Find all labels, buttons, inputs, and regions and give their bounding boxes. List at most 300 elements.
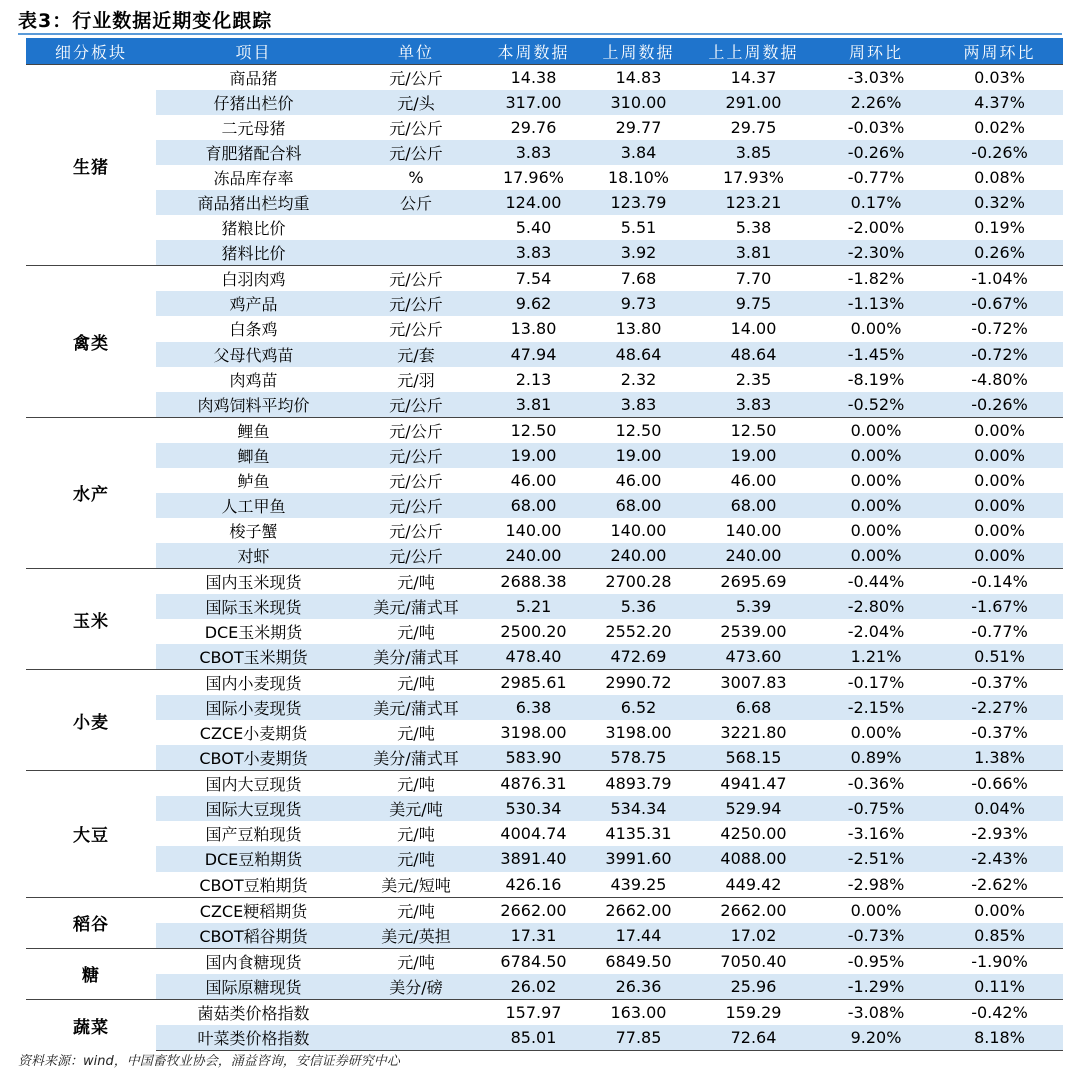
unit-cell: 元/吨: [351, 897, 481, 923]
item-cell: 国内食糖现货: [156, 948, 351, 974]
this-week-cell: 3.81: [481, 392, 586, 418]
two-weeks-ago-cell: 140.00: [725, 520, 782, 540]
two-week-change-cell: -1.04%: [936, 266, 1063, 292]
wow-cell: -3.08%: [816, 999, 936, 1025]
this-week-cell: 26.02: [481, 974, 586, 1000]
segment-cell: 玉米: [26, 568, 156, 669]
table-row: [26, 443, 1063, 468]
table-row: [26, 392, 1063, 418]
item-cell: 国内小麦现货: [156, 670, 351, 696]
item-cell: 人工甲鱼: [156, 493, 351, 518]
wow-cell: -3.03%: [816, 65, 936, 91]
last-week-cell: 3.84: [586, 140, 691, 165]
this-week-cell: 3.83: [481, 240, 586, 266]
this-week-cell: 19.00: [481, 443, 586, 468]
two-weeks-ago-cell: 473.60: [691, 644, 816, 670]
unit-cell: [351, 215, 481, 240]
two-weeks-ago-cell: 25.96: [691, 974, 816, 1000]
wow-cell: -2.00%: [847, 218, 905, 238]
this-week-cell: 4876.31: [481, 771, 586, 797]
wow-cell: 0.17%: [816, 190, 936, 215]
unit-cell: 元/公斤: [389, 471, 443, 491]
last-week-cell: 18.10%: [607, 168, 669, 188]
two-week-change-cell: -0.66%: [936, 771, 1063, 797]
last-week-cell: 3.92: [586, 240, 691, 266]
two-week-change-cell: -0.26%: [936, 392, 1063, 418]
item-cell: CBOT豆粕期货: [199, 875, 308, 895]
this-week-cell: 2688.38: [481, 568, 586, 594]
wow-cell: 0.89%: [816, 745, 936, 771]
this-week-cell: 2662.00: [481, 897, 586, 923]
last-week-cell: 7.68: [586, 266, 691, 292]
item-cell: DCE豆粕期货: [156, 846, 351, 871]
last-week-cell: 19.00: [586, 443, 691, 468]
last-week-cell: 17.44: [586, 923, 691, 949]
this-week-cell: 6.38: [481, 695, 586, 720]
unit-cell: 元/吨: [351, 771, 481, 797]
item-cell: 白羽肉鸡: [156, 266, 351, 292]
two-week-change-cell: 0.00%: [974, 520, 1025, 540]
two-week-change-cell: -4.80%: [971, 369, 1028, 389]
last-week-cell: 439.25: [610, 874, 667, 894]
two-weeks-ago-cell: 2539.00: [720, 622, 787, 642]
wow-cell: -8.19%: [847, 369, 905, 389]
segment-cell: 水产: [26, 417, 156, 568]
last-week-cell: 46.00: [615, 470, 662, 490]
last-week-cell: 77.85: [586, 1025, 691, 1051]
item-cell: 商品猪出栏均重: [156, 190, 351, 215]
two-week-change-cell: -0.77%: [971, 622, 1028, 642]
header-item: 项目: [156, 38, 351, 65]
wow-cell: 1.21%: [816, 644, 936, 670]
two-week-change-cell: 8.18%: [936, 1025, 1063, 1051]
this-week-cell: 29.76: [510, 118, 557, 138]
two-weeks-ago-cell: 3.81: [691, 240, 816, 266]
item-cell: 鲈鱼: [237, 471, 270, 491]
last-week-cell: 26.36: [586, 974, 691, 1000]
two-week-change-cell: -0.72%: [971, 319, 1028, 339]
two-weeks-ago-cell: 14.37: [691, 65, 816, 91]
item-cell: 肉鸡饲料平均价: [156, 392, 351, 418]
wow-cell: -2.80%: [816, 594, 936, 619]
last-week-cell: 2.32: [620, 369, 657, 389]
table-row: [26, 1025, 1063, 1051]
unit-cell: 美元/英担: [351, 923, 481, 949]
last-week-cell: 9.73: [586, 291, 691, 316]
wow-cell: -0.26%: [816, 140, 936, 165]
table-row: [26, 644, 1063, 670]
two-weeks-ago-cell: 291.00: [691, 90, 816, 115]
two-week-change-cell: 0.11%: [936, 974, 1063, 1000]
two-week-change-cell: 0.00%: [936, 543, 1063, 569]
unit-cell: 元/公斤: [351, 493, 481, 518]
table-row: [26, 568, 1063, 594]
two-weeks-ago-cell: 7050.40: [691, 948, 816, 974]
wow-cell: -0.77%: [847, 168, 905, 188]
wow-cell: -1.82%: [816, 266, 936, 292]
two-weeks-ago-cell: 3221.80: [720, 723, 787, 743]
unit-cell: 元/吨: [397, 825, 435, 845]
this-week-cell: 2.13: [515, 369, 552, 389]
two-weeks-ago-cell: 3.83: [691, 392, 816, 418]
item-cell: DCE玉米期货: [204, 623, 303, 643]
table-row: [26, 291, 1063, 316]
two-weeks-ago-cell: 123.21: [691, 190, 816, 215]
two-week-change-cell: 0.00%: [936, 897, 1063, 923]
table-row: [26, 695, 1063, 720]
unit-cell: 元/公斤: [351, 65, 481, 91]
two-week-change-cell: -0.14%: [936, 568, 1063, 594]
two-week-change-cell: -0.42%: [936, 999, 1063, 1025]
header-two-weeks-ago: 上上周数据: [691, 38, 816, 65]
item-cell: 父母代鸡苗: [156, 342, 351, 367]
table-row: [26, 821, 1063, 846]
unit-cell: 美分/蒲式耳: [351, 745, 481, 771]
table-row: [26, 594, 1063, 619]
unit-cell: 元/公斤: [389, 119, 443, 139]
this-week-cell: 47.94: [481, 342, 586, 367]
wow-cell: -1.13%: [816, 291, 936, 316]
unit-cell: %: [408, 168, 424, 188]
this-week-cell: 46.00: [510, 470, 557, 490]
two-weeks-ago-cell: 68.00: [691, 493, 816, 518]
last-week-cell: 6849.50: [586, 948, 691, 974]
item-cell: 国际大豆现货: [156, 796, 351, 821]
two-week-change-cell: 0.04%: [936, 796, 1063, 821]
two-week-change-cell: -2.27%: [936, 695, 1063, 720]
table-row: [26, 115, 1063, 140]
wow-cell: 0.00%: [816, 493, 936, 518]
two-weeks-ago-cell: 568.15: [691, 745, 816, 771]
two-weeks-ago-cell: 159.29: [691, 999, 816, 1025]
unit-cell: 元/吨: [351, 568, 481, 594]
unit-cell: 美分/蒲式耳: [351, 644, 481, 670]
two-weeks-ago-cell: 4088.00: [691, 846, 816, 871]
two-weeks-ago-cell: 19.00: [691, 443, 816, 468]
last-week-cell: 4135.31: [605, 824, 672, 844]
wow-cell: 0.00%: [816, 417, 936, 443]
item-cell: 鲫鱼: [156, 443, 351, 468]
last-week-cell: 14.83: [586, 65, 691, 91]
segment-cell: 蔬菜: [26, 999, 156, 1050]
last-week-cell: 140.00: [610, 520, 667, 540]
two-week-change-cell: -2.43%: [936, 846, 1063, 871]
table-row: [26, 90, 1063, 115]
wow-cell: -2.30%: [816, 240, 936, 266]
two-week-change-cell: -2.93%: [971, 824, 1028, 844]
unit-cell: 元/公斤: [351, 140, 481, 165]
this-week-cell: 3891.40: [481, 846, 586, 871]
table-row: [26, 316, 1063, 341]
two-weeks-ago-cell: 5.39: [691, 594, 816, 619]
segment-cell: 生猪: [26, 65, 156, 266]
two-weeks-ago-cell: 17.93%: [722, 168, 784, 188]
two-weeks-ago-cell: 240.00: [691, 543, 816, 569]
two-week-change-cell: -0.72%: [936, 342, 1063, 367]
item-cell: 梭子蟹: [229, 521, 278, 541]
two-week-change-cell: -1.90%: [936, 948, 1063, 974]
table-row: [26, 342, 1063, 367]
header-unit: 单位: [351, 38, 481, 65]
last-week-cell: 2700.28: [586, 568, 691, 594]
header-segment: 细分板块: [26, 38, 156, 65]
unit-cell: 元/吨: [351, 846, 481, 871]
wow-cell: -1.29%: [816, 974, 936, 1000]
table-row: [26, 215, 1063, 240]
this-week-cell: 317.00: [481, 90, 586, 115]
unit-cell: 元/公斤: [351, 392, 481, 418]
this-week-cell: 17.96%: [502, 168, 564, 188]
source-note: 资料来源：wind，中国畜牧业协会，涌益咨询，安信证券研究中心: [18, 1054, 400, 1069]
unit-cell: 元/公斤: [351, 266, 481, 292]
table-row: [26, 745, 1063, 771]
two-week-change-cell: 0.85%: [936, 923, 1063, 949]
wow-cell: 0.00%: [816, 443, 936, 468]
table-row: [26, 266, 1063, 292]
wow-cell: 0.00%: [816, 897, 936, 923]
wow-cell: 9.20%: [816, 1025, 936, 1051]
wow-cell: 2.26%: [816, 90, 936, 115]
item-cell: 鲤鱼: [156, 417, 351, 443]
title-rule: [18, 33, 1062, 35]
segment-cell: 稻谷: [26, 897, 156, 948]
two-week-change-cell: 0.26%: [936, 240, 1063, 266]
header-row: [26, 38, 1063, 65]
wow-cell: 0.00%: [850, 520, 902, 540]
unit-cell: 元/吨: [397, 724, 435, 744]
two-weeks-ago-cell: 46.00: [730, 470, 777, 490]
item-cell: 育肥猪配合料: [156, 140, 351, 165]
last-week-cell: 310.00: [586, 90, 691, 115]
item-cell: 猪料比价: [156, 240, 351, 266]
last-week-cell: 13.80: [615, 319, 662, 339]
unit-cell: [351, 1025, 481, 1051]
two-weeks-ago-cell: 12.50: [691, 417, 816, 443]
table-row: [26, 846, 1063, 871]
this-week-cell: 9.62: [481, 291, 586, 316]
last-week-cell: 240.00: [586, 543, 691, 569]
this-week-cell: 85.01: [481, 1025, 586, 1051]
segment-cell: 禽类: [26, 266, 156, 417]
segment-cell: 糖: [26, 948, 156, 999]
two-weeks-ago-cell: 7.70: [691, 266, 816, 292]
two-week-change-cell: -0.37%: [971, 723, 1028, 743]
unit-cell: [351, 999, 481, 1025]
item-cell: 商品猪: [156, 65, 351, 91]
table-row: [26, 165, 1063, 190]
wow-cell: -2.04%: [847, 622, 905, 642]
two-week-change-cell: 0.08%: [974, 168, 1025, 188]
wow-cell: -0.17%: [816, 670, 936, 696]
this-week-cell: 2500.20: [500, 622, 567, 642]
item-cell: CZCE粳稻期货: [156, 897, 351, 923]
table-row: [26, 65, 1063, 91]
this-week-cell: 478.40: [481, 644, 586, 670]
unit-cell: 元/公斤: [351, 417, 481, 443]
item-cell: 二元母猪: [221, 119, 286, 139]
item-cell: 冻品库存率: [213, 169, 294, 189]
header-two-week-change: 两周环比: [936, 38, 1063, 65]
item-cell: CBOT玉米期货: [156, 644, 351, 670]
two-weeks-ago-cell: 449.42: [725, 874, 782, 894]
item-cell: 猪粮比价: [221, 219, 286, 239]
two-weeks-ago-cell: 4250.00: [720, 824, 787, 844]
last-week-cell: 4893.79: [586, 771, 691, 797]
header-last-week: 上周数据: [586, 38, 691, 65]
this-week-cell: 7.54: [481, 266, 586, 292]
table-row: [26, 771, 1063, 797]
this-week-cell: 3.83: [481, 140, 586, 165]
item-cell: CBOT稻谷期货: [156, 923, 351, 949]
wow-cell: 0.00%: [850, 723, 902, 743]
unit-cell: 元/羽: [397, 370, 435, 390]
table-row: [26, 974, 1063, 1000]
last-week-cell: 29.77: [615, 118, 662, 138]
two-weeks-ago-cell: 529.94: [691, 796, 816, 821]
this-week-cell: 13.80: [510, 319, 557, 339]
last-week-cell: 2990.72: [586, 670, 691, 696]
two-weeks-ago-cell: 17.02: [691, 923, 816, 949]
table-row: [26, 670, 1063, 696]
last-week-cell: 578.75: [586, 745, 691, 771]
segment-cell: 大豆: [26, 771, 156, 897]
segment-cell: 小麦: [26, 670, 156, 771]
header-wow: 周环比: [816, 38, 936, 65]
wow-cell: -2.51%: [816, 846, 936, 871]
two-week-change-cell: 0.00%: [936, 493, 1063, 518]
two-week-change-cell: 0.03%: [936, 65, 1063, 91]
table-title: 表3：行业数据近期变化跟踪: [18, 10, 273, 32]
table-row: [26, 872, 1063, 898]
unit-cell: 元/套: [351, 342, 481, 367]
item-cell: 对虾: [156, 543, 351, 569]
last-week-cell: 6.52: [586, 695, 691, 720]
unit-cell: 美元/吨: [351, 796, 481, 821]
last-week-cell: 5.36: [586, 594, 691, 619]
two-week-change-cell: 4.37%: [936, 90, 1063, 115]
unit-cell: 元/公斤: [351, 291, 481, 316]
two-week-change-cell: 0.32%: [936, 190, 1063, 215]
this-week-cell: 583.90: [481, 745, 586, 771]
this-week-cell: 157.97: [481, 999, 586, 1025]
two-weeks-ago-cell: 2695.69: [691, 568, 816, 594]
last-week-cell: 3.83: [586, 392, 691, 418]
last-week-cell: 3991.60: [586, 846, 691, 871]
wow-cell: -0.75%: [816, 796, 936, 821]
item-cell: 国内玉米现货: [156, 568, 351, 594]
this-week-cell: 17.31: [481, 923, 586, 949]
two-weeks-ago-cell: 6.68: [691, 695, 816, 720]
item-cell: 鸡产品: [156, 291, 351, 316]
table-row: [26, 140, 1063, 165]
last-week-cell: 3198.00: [605, 723, 672, 743]
two-week-change-cell: 0.02%: [974, 118, 1025, 138]
two-weeks-ago-cell: 4941.47: [691, 771, 816, 797]
unit-cell: [351, 240, 481, 266]
unit-cell: 元/吨: [351, 948, 481, 974]
wow-cell: -1.45%: [816, 342, 936, 367]
table-row: [26, 367, 1063, 392]
unit-cell: 美分/磅: [351, 974, 481, 1000]
table-row: [26, 923, 1063, 949]
header-this-week: 本周数据: [481, 38, 586, 65]
item-cell: 叶菜类价格指数: [156, 1025, 351, 1051]
last-week-cell: 534.34: [586, 796, 691, 821]
this-week-cell: 240.00: [481, 543, 586, 569]
last-week-cell: 68.00: [586, 493, 691, 518]
unit-cell: 美元/蒲式耳: [351, 695, 481, 720]
last-week-cell: 123.79: [586, 190, 691, 215]
this-week-cell: 14.38: [481, 65, 586, 91]
item-cell: 国产豆粕现货: [205, 825, 302, 845]
last-week-cell: 5.51: [620, 218, 657, 238]
table-row: [26, 543, 1063, 569]
wow-cell: 0.00%: [850, 470, 902, 490]
item-cell: 国际原糖现货: [156, 974, 351, 1000]
unit-cell: 公斤: [351, 190, 481, 215]
unit-cell: 元/公斤: [351, 543, 481, 569]
two-week-change-cell: 1.38%: [936, 745, 1063, 771]
two-weeks-ago-cell: 29.75: [730, 118, 777, 138]
this-week-cell: 6784.50: [481, 948, 586, 974]
two-week-change-cell: -0.67%: [936, 291, 1063, 316]
wow-cell: -0.95%: [816, 948, 936, 974]
this-week-cell: 12.50: [481, 417, 586, 443]
table-row: [26, 468, 1063, 493]
table-row: [26, 417, 1063, 443]
table-row: [26, 493, 1063, 518]
unit-cell: 元/公斤: [351, 443, 481, 468]
this-week-cell: 124.00: [481, 190, 586, 215]
two-week-change-cell: -1.67%: [936, 594, 1063, 619]
item-cell: 国内大豆现货: [156, 771, 351, 797]
two-weeks-ago-cell: 3007.83: [691, 670, 816, 696]
wow-cell: -0.36%: [816, 771, 936, 797]
last-week-cell: 12.50: [586, 417, 691, 443]
two-week-change-cell: -0.26%: [936, 140, 1063, 165]
two-week-change-cell: 0.00%: [974, 470, 1025, 490]
wow-cell: -2.15%: [816, 695, 936, 720]
last-week-cell: 2552.20: [605, 622, 672, 642]
this-week-cell: 68.00: [481, 493, 586, 518]
wow-cell: 0.00%: [816, 543, 936, 569]
this-week-cell: 426.16: [505, 874, 562, 894]
unit-cell: 美元/蒲式耳: [351, 594, 481, 619]
two-weeks-ago-cell: 9.75: [691, 291, 816, 316]
unit-cell: 元/头: [351, 90, 481, 115]
two-week-change-cell: -2.62%: [971, 874, 1028, 894]
item-cell: CZCE小麦期货: [199, 724, 308, 744]
last-week-cell: 2662.00: [586, 897, 691, 923]
table-body: [26, 65, 1063, 1051]
item-cell: 白条鸡: [229, 320, 278, 340]
two-weeks-ago-cell: 2.35: [735, 369, 772, 389]
this-week-cell: 3198.00: [500, 723, 567, 743]
this-week-cell: 5.40: [515, 218, 552, 238]
two-week-change-cell: -0.37%: [936, 670, 1063, 696]
table-row: [26, 190, 1063, 215]
table-row: [26, 518, 1063, 543]
item-cell: 仔猪出栏价: [156, 90, 351, 115]
item-cell: 国际小麦现货: [156, 695, 351, 720]
table-row: [26, 948, 1063, 974]
two-week-change-cell: 0.00%: [936, 443, 1063, 468]
wow-cell: -0.73%: [816, 923, 936, 949]
wow-cell: -3.16%: [847, 824, 905, 844]
two-weeks-ago-cell: 14.00: [730, 319, 777, 339]
wow-cell: -2.98%: [847, 874, 905, 894]
table-row: [26, 720, 1063, 745]
